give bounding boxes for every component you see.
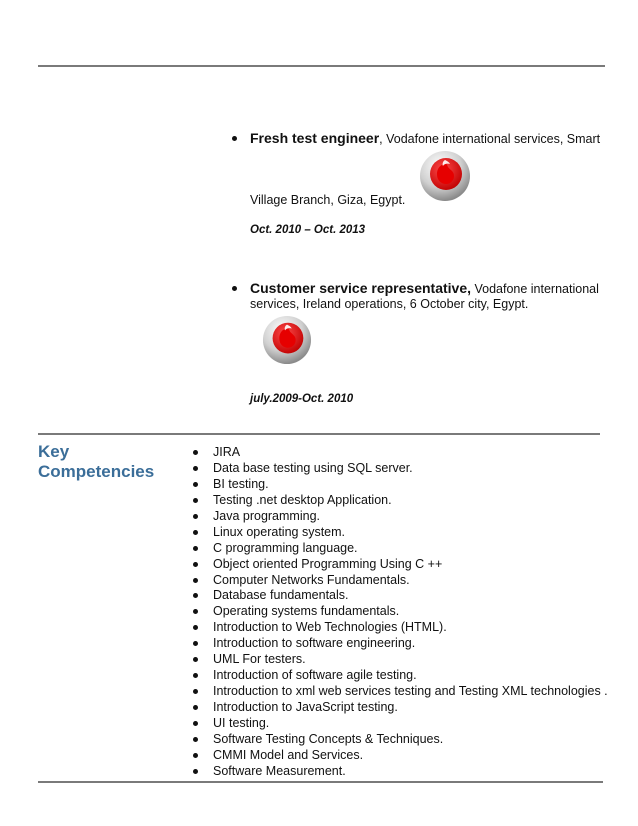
- list-item: UML For testers.: [193, 651, 608, 667]
- list-item: Introduction to xml web services testing and Testing XML technologies .: [193, 683, 608, 699]
- job-2-title: Customer service representative,: [250, 280, 471, 296]
- list-item: Introduction to Web Technologies (HTML).: [193, 619, 608, 635]
- list-item: Software Measurement.: [193, 763, 608, 779]
- list-item: Testing .net desktop Application.: [193, 492, 608, 508]
- list-item: UI testing.: [193, 715, 608, 731]
- job-2-company: Vodafone international: [471, 282, 599, 296]
- list-item: JIRA: [193, 444, 608, 460]
- vodafone-logo-icon: [419, 150, 471, 202]
- job-2-date: july.2009-Oct. 2010: [250, 393, 354, 405]
- bullet: [232, 286, 237, 291]
- list-item: Data base testing using SQL server.: [193, 460, 608, 476]
- competencies-list: [193, 444, 608, 779]
- section-divider: [38, 433, 600, 435]
- list-item: CMMI Model and Services.: [193, 747, 608, 763]
- vodafone-logo-icon: [262, 315, 312, 365]
- list-item: Computer Networks Fundamentals.: [193, 572, 608, 588]
- list-item: Linux operating system.: [193, 524, 608, 540]
- list-item: Introduction of software agile testing.: [193, 667, 608, 683]
- list-item: Object oriented Programming Using C ++: [193, 556, 608, 572]
- bullet: [232, 136, 237, 141]
- list-item: Introduction to software engineering.: [193, 635, 608, 651]
- job-1-company: , Vodafone international services, Smart: [379, 132, 601, 146]
- job-1-heading: [250, 130, 600, 147]
- list-item: Introduction to JavaScript testing.: [193, 699, 608, 715]
- list-item: C programming language.: [193, 540, 608, 556]
- list-item: BI testing.: [193, 476, 608, 492]
- list-item: Software Testing Concepts & Techniques.: [193, 731, 608, 747]
- job-1-title: Fresh test engineer: [250, 130, 380, 146]
- list-item: Java programming.: [193, 508, 608, 524]
- section-title-key-competencies: [38, 442, 154, 482]
- list-item: Database fundamentals.: [193, 587, 608, 603]
- section-title-line-2: Competencies: [38, 462, 155, 481]
- job-2-heading: [250, 280, 599, 297]
- job-2-location: services, Ireland operations, 6 October city, Egypt.: [250, 297, 529, 311]
- job-1-location: Village Branch, Giza, Egypt.: [250, 193, 406, 207]
- section-title-line-1: Key: [38, 442, 70, 461]
- list-item: Operating systems fundamentals.: [193, 603, 608, 619]
- bottom-divider: [38, 781, 603, 783]
- top-divider: [38, 65, 605, 67]
- job-1-date: Oct. 2010 – Oct. 2013: [250, 224, 366, 236]
